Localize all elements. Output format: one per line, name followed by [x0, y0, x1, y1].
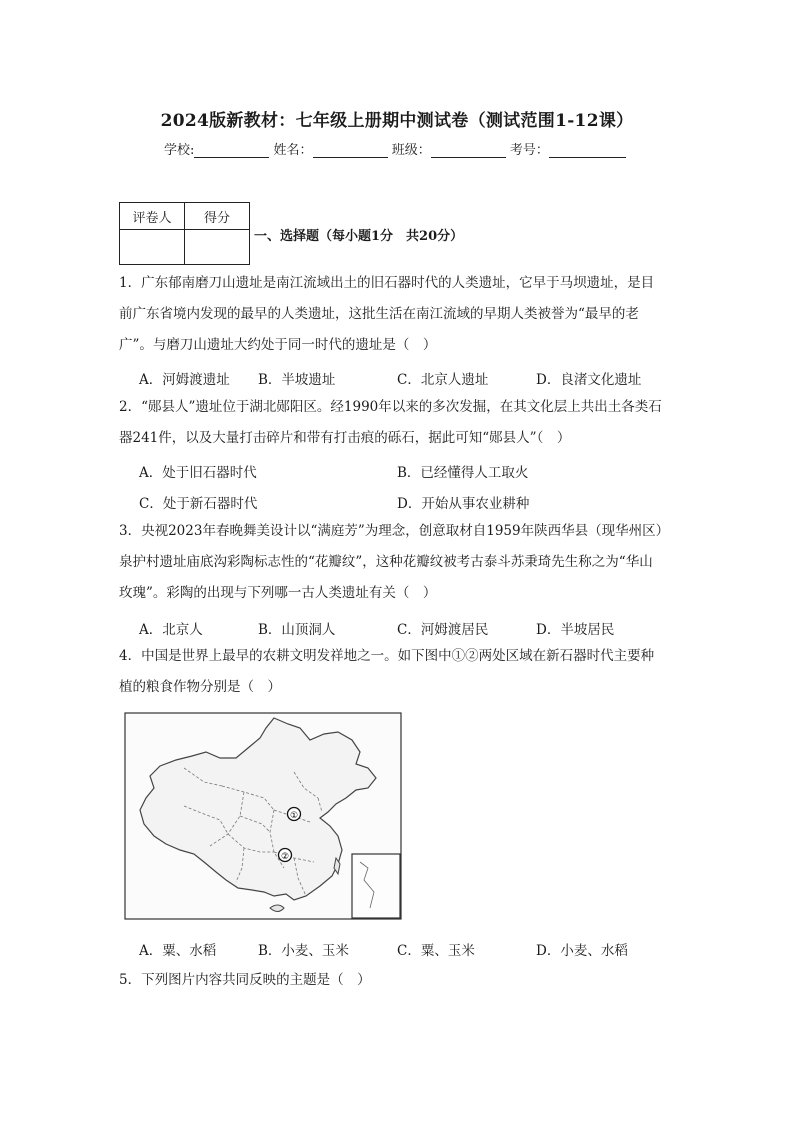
score-cell[interactable]: [185, 230, 250, 265]
question-line: 广”。与磨刀山遗址大约处于同一时代的遗址是（ ）: [119, 337, 437, 353]
option-b[interactable]: B．半坡遗址: [258, 372, 336, 388]
option-b[interactable]: B．已经懂得人工取火: [397, 465, 529, 481]
score-header: 得分: [185, 203, 250, 230]
class-label: 班级：: [391, 143, 431, 158]
option-d[interactable]: D．开始从事农业耕种: [397, 496, 530, 512]
question-line: 植的粮食作物分别是（ ）: [119, 679, 281, 695]
question-line: 泉护村遗址庙底沟彩陶标志性的“花瓣纹”，这种花瓣纹被考古泰斗苏秉琦先生称之为“华山: [119, 554, 653, 570]
name-label: 姓名：: [273, 143, 313, 158]
school-label: 学校:: [164, 143, 195, 158]
marker-2-label: ②: [280, 852, 290, 862]
score-table: [119, 202, 250, 265]
question-line: 3．央视2023年春晚舞美设计以“满庭芳”为理念，创意取材自1959年陕西华县（现华州区）: [119, 523, 670, 539]
option-a[interactable]: A．处于旧石器时代: [139, 465, 257, 481]
number-blank[interactable]: [549, 143, 626, 158]
china-map-figure: [124, 712, 402, 920]
option-c[interactable]: C．处于新石器时代: [139, 496, 258, 512]
option-a[interactable]: A．河姆渡遗址: [139, 372, 230, 388]
option-d[interactable]: D．良渚文化遗址: [536, 372, 642, 388]
option-c[interactable]: C．河姆渡居民: [397, 622, 489, 638]
question-line: 4．中国是世界上最早的农耕文明发祥地之一。如下图中①②两处区域在新石器时代主要种: [119, 648, 655, 664]
question-line: 前广东省境内发现的最早的人类遗址，这批生活在南江流域的早期人类被誉为“最早的老: [119, 306, 639, 322]
question-3: [119, 516, 679, 609]
class-blank[interactable]: [431, 143, 506, 158]
number-label: 考号：: [509, 143, 549, 158]
grader-cell[interactable]: [120, 230, 185, 265]
question-1: [119, 268, 679, 361]
south-china-sea-inset: [352, 854, 400, 918]
question-5: [119, 965, 679, 996]
option-c[interactable]: C．北京人遗址: [397, 372, 489, 388]
option-d[interactable]: D．小麦、水稻: [536, 943, 628, 959]
question-line: 玫瑰”。彩陶的出现与下列哪一古人类遗址有关（ ）: [119, 585, 437, 601]
option-a[interactable]: A．北京人: [139, 622, 203, 638]
page-title: 2024版新教材：七年级上册期中测试卷（测试范围1-12课）: [160, 111, 634, 131]
question-line: 1．广东郁南磨刀山遗址是南江流域出土的旧石器时代的人类遗址，它早于马坝遗址，是目: [119, 275, 655, 291]
section-heading: 一、选择题（每小题1分 共20分）: [254, 229, 464, 244]
name-blank[interactable]: [313, 143, 388, 158]
school-blank[interactable]: [194, 143, 269, 158]
question-2: [119, 392, 679, 454]
option-a[interactable]: A．粟、水稻: [139, 943, 217, 959]
option-c[interactable]: C．粟、玉米: [397, 943, 475, 959]
student-info-line: [164, 139, 626, 158]
question-line: 5．下列图片内容共同反映的主题是（ ）: [119, 972, 371, 988]
question-4: [119, 641, 679, 703]
marker-1-label: ①: [289, 811, 299, 821]
option-d[interactable]: D．半坡居民: [536, 622, 615, 638]
question-line: 2．“郧县人”遗址位于湖北郧阳区。经1990年以来的多次发掘，在其文化层上共出土各类石: [119, 399, 662, 415]
option-b[interactable]: B．山顶洞人: [258, 622, 336, 638]
grader-header: 评卷人: [120, 203, 185, 230]
option-b[interactable]: B．小麦、玉米: [258, 943, 349, 959]
question-line: 器241件，以及大量打击碎片和带有打击痕的砾石，据此可知“郧县人”（ ）: [119, 430, 571, 446]
